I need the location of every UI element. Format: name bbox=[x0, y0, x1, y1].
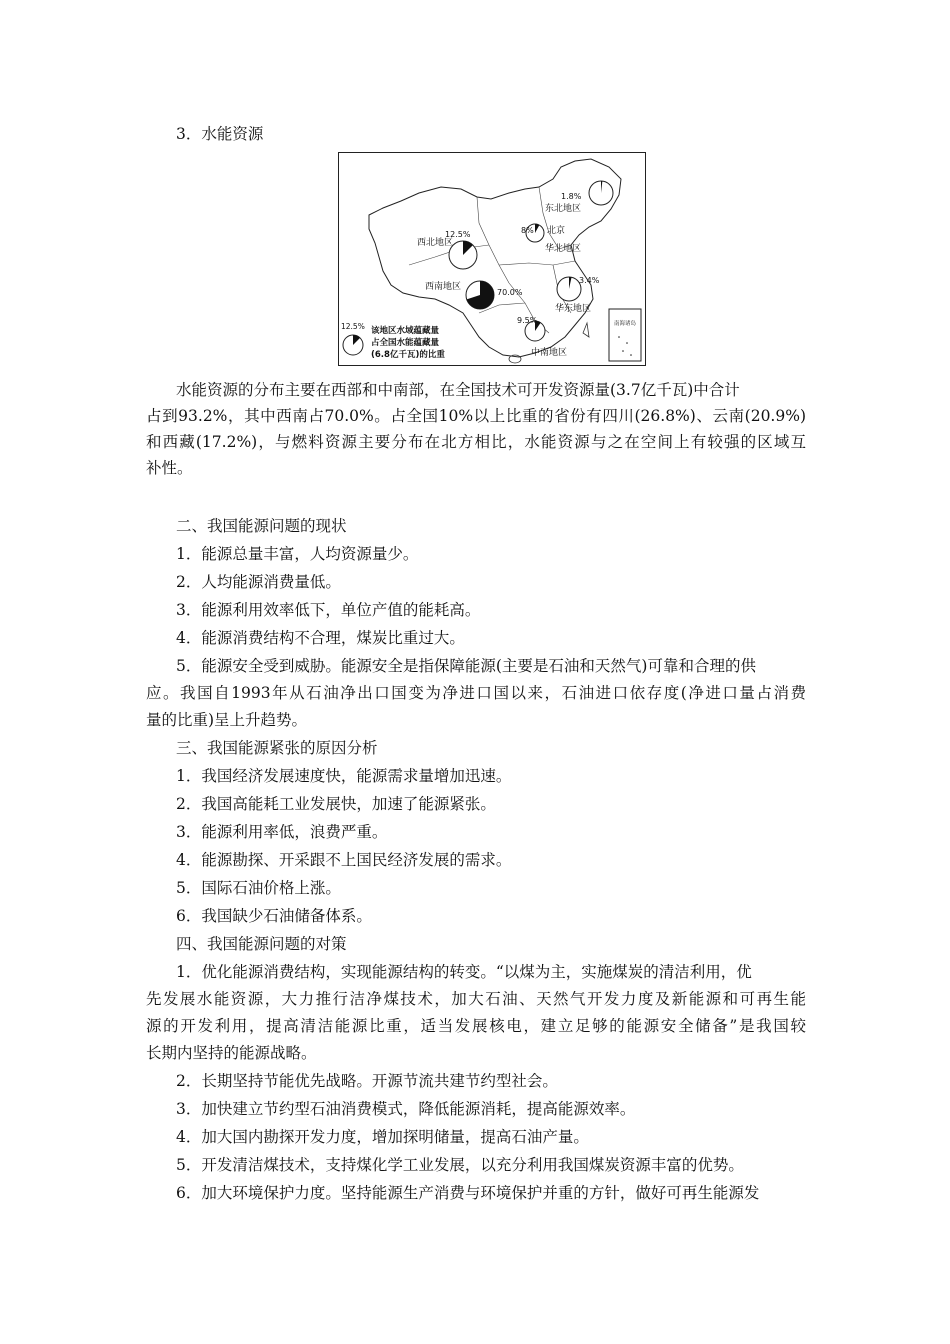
para-water-line-3: 和西藏(17.2%)，与燃料资源主要分布在北方相比，水能资源与之在空间上有较强的区域互 bbox=[146, 433, 806, 451]
china-map bbox=[339, 153, 645, 365]
hydropower-map-figure bbox=[338, 152, 646, 366]
section2-item-5-line-2: 应。我国自1993年从石油净出口国变为净进口国以来，石油进口依存度(净进口量占消费 bbox=[146, 684, 806, 702]
island-dot bbox=[618, 336, 620, 338]
section4-item-2: 2．长期坚持节能优先战略。开源节流共建节约型社会。 bbox=[176, 1072, 558, 1090]
section2-item-4: 4．能源消费结构不合理，煤炭比重过大。 bbox=[176, 629, 465, 647]
south-sea-inset bbox=[609, 309, 641, 361]
section-heading-water: 3．水能资源 bbox=[176, 125, 264, 143]
para-water-line-2: 占到93.2%，其中西南占70.0%。占全国10%以上比重的省份有四川(26.8%)、云南(20.9%) bbox=[146, 407, 806, 425]
share-label-central-south: 9.5% bbox=[517, 316, 538, 325]
region-label-southwest: 西南地区 bbox=[425, 282, 462, 292]
region-label-north-china: 华北地区 bbox=[545, 244, 582, 254]
island-shape bbox=[583, 323, 589, 337]
section4-item-5: 5．开发清洁煤技术，支持煤化学工业发展，以充分利用我国煤炭资源丰富的优势。 bbox=[176, 1156, 744, 1174]
island-dot bbox=[622, 350, 624, 352]
section4-item-3: 3．加快建立节约型石油消费模式，降低能源消耗，提高能源效率。 bbox=[176, 1100, 636, 1118]
section2-title: 二、我国能源问题的现状 bbox=[176, 517, 347, 535]
section3-item-5: 5．国际石油价格上涨。 bbox=[176, 879, 341, 897]
legend-pct: 12.5% bbox=[341, 322, 365, 331]
section3-item-1: 1．我国经济发展速度快，能源需求量增加迅速。 bbox=[176, 767, 512, 785]
region-label-beijing: 北京 bbox=[547, 226, 566, 236]
section2-item-3: 3．能源利用效率低下，单位产值的能耗高。 bbox=[176, 601, 481, 619]
para-water-line-1: 水能资源的分布主要在西部和中南部，在全国技术可开发资源量(3.7亿千瓦)中合计 bbox=[176, 381, 740, 399]
section3-title: 三、我国能源紧张的原因分析 bbox=[176, 739, 378, 757]
share-label-northwest: 12.5% bbox=[445, 230, 471, 239]
section4-item-6: 6．加大环境保护力度。坚持能源生产消费与环境保护并重的方针，做好可再生能源发 bbox=[176, 1184, 760, 1202]
section4-title: 四、我国能源问题的对策 bbox=[176, 935, 347, 953]
section3-item-4: 4．能源勘探、开采跟不上国民经济发展的需求。 bbox=[176, 851, 512, 869]
island-dot bbox=[626, 342, 628, 344]
section3-item-3: 3．能源利用率低，浪费严重。 bbox=[176, 823, 388, 841]
region-label-northwest: 西北地区 bbox=[417, 238, 454, 248]
section4-item-4: 4．加大国内勘探开发力度，增加探明储量，提高石油产量。 bbox=[176, 1128, 589, 1146]
legend-line3: (6.8亿千瓦)的比重 bbox=[371, 350, 445, 360]
section2-item-5-line-1: 5．能源安全受到威胁。能源安全是指保障能源(主要是石油和天然气)可靠和合理的供 bbox=[176, 657, 756, 675]
map-legend bbox=[341, 322, 445, 360]
region-label-central-south: 中南地区 bbox=[531, 348, 568, 358]
region-label-northeast: 东北地区 bbox=[545, 204, 582, 214]
share-label-north-china: 8% bbox=[521, 226, 534, 235]
island-dot bbox=[630, 354, 632, 356]
section2-item-5-line-3: 量的比重)呈上升趋势。 bbox=[146, 711, 308, 729]
legend-line2: 占全国水能蕴藏量 bbox=[371, 338, 440, 348]
legend-line1: 该地区水域蕴藏量 bbox=[371, 326, 440, 336]
section3-item-2: 2．我国高能耗工业发展快，加速了能源紧张。 bbox=[176, 795, 496, 813]
section4-item-1-line-2: 先发展水能资源，大力推行洁净煤技术，加大石油、天然气开发力度及新能源和可再生能 bbox=[146, 990, 806, 1008]
share-label-northeast: 1.8% bbox=[561, 192, 582, 201]
region-label-east-china: 华东地区 bbox=[555, 304, 592, 314]
share-label-southwest: 70.0% bbox=[497, 288, 523, 297]
section4-item-1-line-1: 1．优化能源消费结构，实现能源结构的转变。“以煤为主，实施煤炭的清洁利用，优 bbox=[176, 963, 752, 981]
section3-item-6: 6．我国缺少石油储备体系。 bbox=[176, 907, 372, 925]
south-sea-inset-label: 南海诸岛 bbox=[613, 321, 637, 327]
para-water-line-4: 补性。 bbox=[146, 459, 193, 477]
section4-item-1-line-3: 源的开发利用，提高清洁能源比重，适当发展核电，建立足够的能源安全储备”是我国较 bbox=[146, 1017, 806, 1035]
section2-item-1: 1．能源总量丰富，人均资源量少。 bbox=[176, 545, 419, 563]
share-label-east-china: 3.4% bbox=[579, 276, 600, 285]
section2-item-2: 2．人均能源消费量低。 bbox=[176, 573, 341, 591]
section4-item-1-line-4: 长期内坚持的能源战略。 bbox=[146, 1044, 317, 1062]
